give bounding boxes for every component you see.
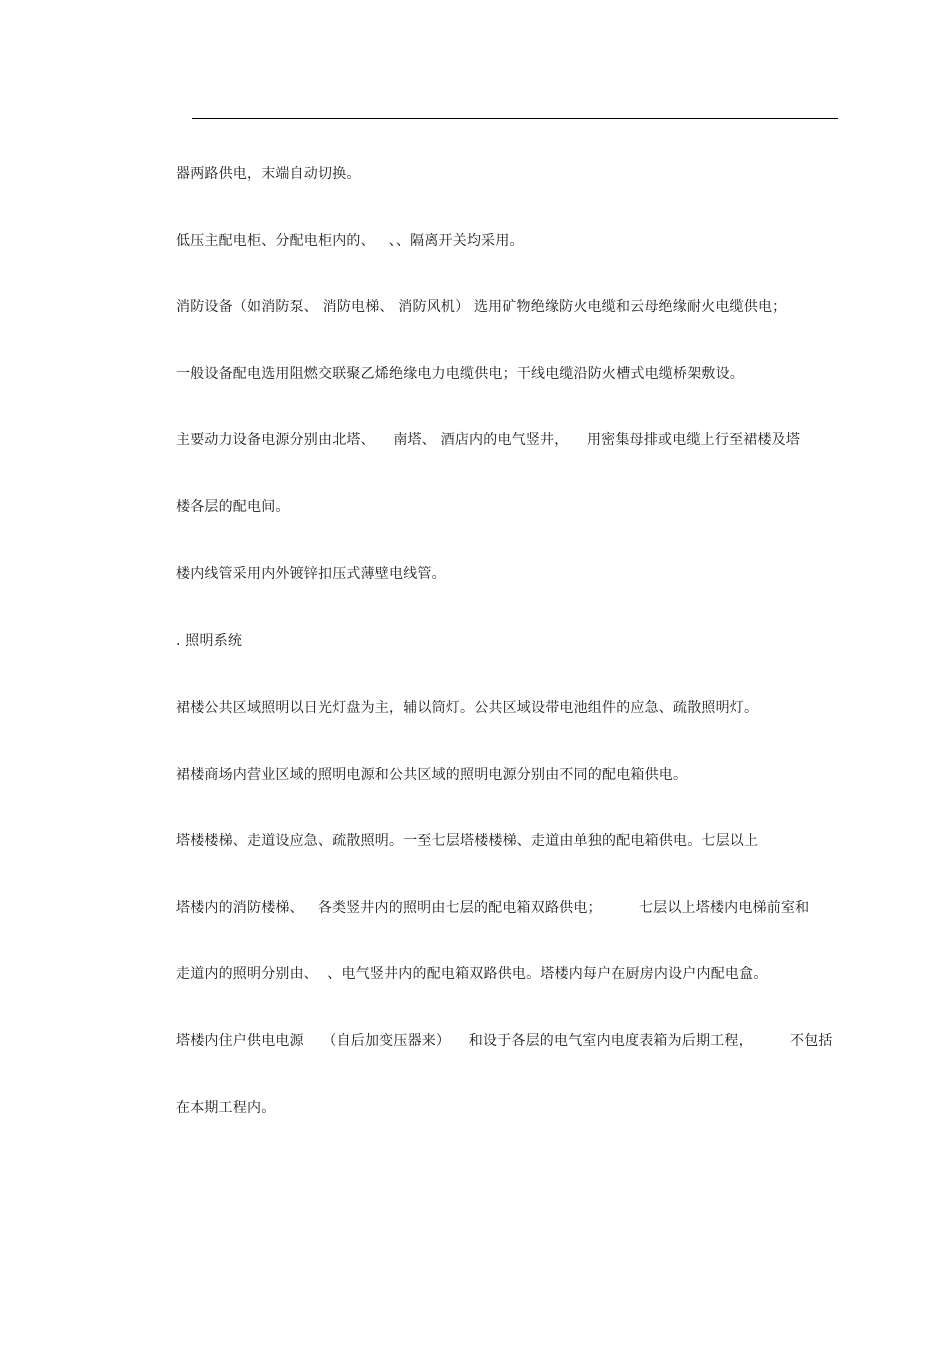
paragraph-line: 一般设备配电选用阻燃交联聚乙烯绝缘电力电缆供电；干线电缆沿防火槽式电缆桥架敷设。 [176,366,744,382]
paragraph-line: 低压主配电柜、分配电柜内的、 、、隔离开关均采用。 [176,233,524,249]
paragraph-line: 塔楼楼梯、走道设应急、疏散照明。一至七层塔楼楼梯、走道由单独的配电箱供电。七层以上 [176,833,759,849]
paragraph-line: 裙楼公共区域照明以日光灯盘为主，辅以筒灯。公共区域设带电池组件的应急、疏散照明灯。 [176,700,759,716]
paragraph-line: 塔楼内住户供电电源 （自后加变压器来） 和设于各层的电气室内电度表箱为后期工程， 不包括 [176,1033,833,1049]
paragraph-line: 走道内的照明分别由、 、电气竖井内的配电箱双路供电。塔楼内每户在厨房内设户内配电盒。 [176,966,768,982]
paragraph-line: 裙楼商场内营业区域的照明电源和公共区域的照明电源分别由不同的配电箱供电。 [176,767,688,783]
paragraph-line: 楼内线管采用内外镀锌扣压式薄壁电线管。 [176,566,446,582]
paragraph-line: 主要动力设备电源分别由北塔、 南塔、 酒店内的电气竖井， 用密集母排或电缆上行至裙楼及塔 [176,432,801,448]
paragraph-line: 塔楼内的消防楼梯、 各类竖井内的照明由七层的配电箱双路供电； 七层以上塔楼内电梯前室和 [176,900,810,916]
section-heading: . 照明系统 [176,633,243,649]
paragraph-line: 器两路供电，末端自动切换。 [176,166,361,182]
paragraph-line: 楼各层的配电间。 [176,499,290,515]
paragraph-line: 消防设备（如消防泵、 消防电梯、 消防风机） 选用矿物绝缘防火电缆和云母绝缘耐火电缆供电； [176,299,787,315]
header-rule [192,118,838,119]
paragraph-line: 在本期工程内。 [176,1100,276,1116]
